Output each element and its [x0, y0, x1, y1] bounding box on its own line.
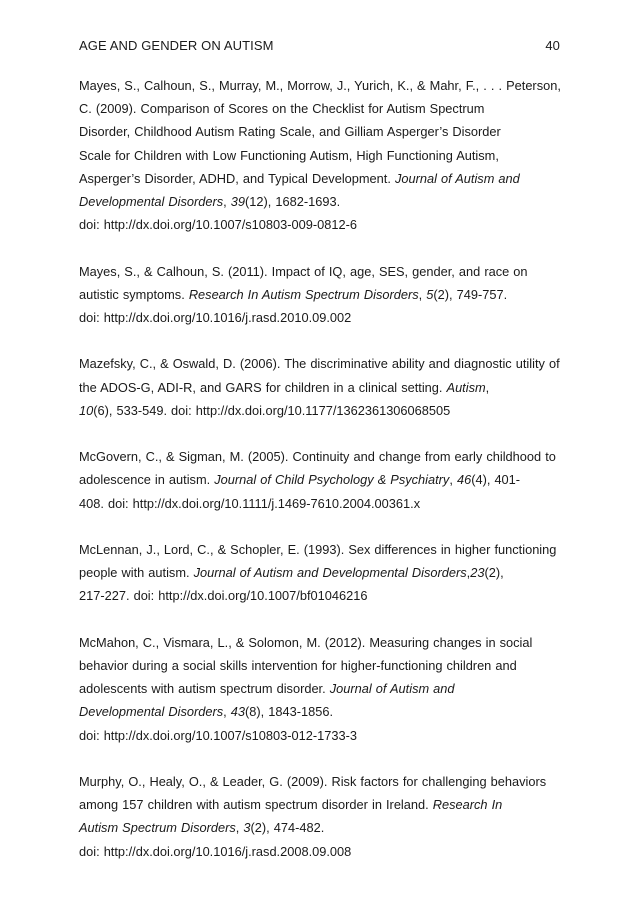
- reference-line: [79, 561, 561, 584]
- reference-text: McGovern, C., & Sigman, M. (2005). Continuity and change from early childhood to: [79, 449, 556, 465]
- reference-text: 217-227. doi: http://dx.doi.org/10.1007/bf01046216: [79, 588, 368, 604]
- reference-entry: [79, 631, 561, 747]
- reference-line: [79, 724, 561, 747]
- reference-text: ,: [223, 704, 231, 720]
- reference-text: ,: [418, 286, 427, 302]
- reference-italic-text: 3: [243, 820, 251, 836]
- reference-line: [79, 213, 561, 236]
- reference-line: [79, 584, 561, 607]
- reference-italic-text: 43: [230, 704, 246, 720]
- reference-text: doi: http://dx.doi.org/10.1007/s10803-012-1733-3: [79, 727, 357, 743]
- reference-italic-text: Journal of Child Psychology & Psychiatry: [214, 472, 450, 488]
- reference-text: (2), 749-757.: [433, 286, 508, 302]
- reference-text: doi: http://dx.doi.org/10.1007/s10803-009-0812-6: [79, 217, 357, 233]
- running-head-title: AGE AND GENDER ON AUTISM: [79, 38, 274, 53]
- reference-text: Scale for Children with Low Functioning Autism, High Functioning Autism,: [79, 147, 499, 163]
- reference-line: [79, 144, 561, 167]
- reference-list: [79, 74, 561, 886]
- reference-text: doi: http://dx.doi.org/10.1016/j.rasd.2010.09.002: [79, 310, 352, 326]
- reference-text: among 157 children with autism spectrum disorder in Ireland.: [79, 797, 433, 813]
- reference-line: [79, 538, 561, 561]
- reference-text: Disorder, Childhood Autism Rating Scale, and Gilliam Asperger’s Disorder: [79, 124, 501, 140]
- page-number: 40: [545, 38, 560, 53]
- reference-text: the ADOS-G, ADI-R, and GARS for children in a clinical setting.: [79, 379, 447, 395]
- reference-line: [79, 399, 561, 422]
- reference-text: autistic symptoms.: [79, 286, 189, 302]
- reference-line: [79, 840, 561, 863]
- reference-line: [79, 376, 561, 399]
- reference-text: McMahon, C., Vismara, L., & Solomon, M. (2012). Measuring changes in social: [79, 634, 533, 650]
- reference-line: [79, 445, 561, 468]
- reference-text: (6), 533-549. doi: http://dx.doi.org/10.1177/1362361306068505: [93, 402, 451, 418]
- reference-italic-text: 23: [470, 565, 485, 581]
- reference-line: [79, 167, 561, 190]
- reference-text: ,: [235, 820, 244, 836]
- reference-line: [79, 74, 561, 97]
- reference-italic-text: Journal of Autism and Developmental Disorders: [193, 565, 467, 581]
- reference-line: [79, 352, 561, 375]
- reference-text: Murphy, O., Healy, O., & Leader, G. (2009). Risk factors for challenging behaviors: [79, 774, 547, 789]
- running-head: [79, 36, 560, 56]
- reference-line: [79, 97, 561, 120]
- reference-text: adolescents with autism spectrum disorder.: [79, 681, 330, 697]
- reference-line: [79, 700, 561, 723]
- reference-italic-text: Developmental Disorders: [79, 194, 224, 210]
- reference-text: (2),: [484, 565, 504, 581]
- reference-line: [79, 654, 561, 677]
- reference-text: (4), 401-: [471, 472, 521, 488]
- reference-italic-text: Journal of Autism and: [394, 170, 520, 186]
- reference-text: 408. doi: http://dx.doi.org/10.1111/j.1469-7610.2004.00361.x: [79, 495, 421, 511]
- reference-entry: [79, 352, 561, 422]
- reference-line: [79, 492, 561, 515]
- reference-italic-text: Journal of Autism and: [329, 681, 455, 697]
- reference-text: Mayes, S., Calhoun, S., Murray, M., Morrow, J., Yurich, K., & Mahr, F., . . . Peterson,: [79, 78, 561, 93]
- reference-text: Mayes, S., & Calhoun, S. (2011). Impact of IQ, age, SES, gender, and race on: [79, 263, 528, 279]
- reference-italic-text: Research In: [432, 797, 503, 813]
- reference-italic-text: Research In Autism Spectrum Disorders: [188, 286, 419, 302]
- reference-text: ,: [485, 379, 490, 395]
- reference-text: behavior during a social skills intervention for higher-functioning children and: [79, 658, 517, 673]
- reference-text: McLennan, J., Lord, C., & Schopler, E. (1993). Sex differences in higher functioning: [79, 542, 557, 557]
- reference-line: [79, 770, 561, 793]
- reference-entry: [79, 538, 561, 608]
- reference-text: doi: http://dx.doi.org/10.1016/j.rasd.2008.09.008: [79, 843, 352, 859]
- reference-entry: [79, 74, 561, 236]
- reference-text: Asperger’s Disorder, ADHD, and Typical Development.: [79, 170, 395, 186]
- reference-line: [79, 677, 561, 700]
- reference-italic-text: 5: [426, 286, 434, 302]
- reference-italic-text: 10: [79, 402, 94, 418]
- reference-line: [79, 468, 561, 491]
- reference-entry: [79, 770, 561, 863]
- reference-text: Mazefsky, C., & Oswald, D. (2006). The discriminative ability and diagnostic utility of: [79, 356, 560, 372]
- reference-text: (2), 474-482.: [250, 820, 325, 836]
- reference-italic-text: Autism: [446, 379, 486, 395]
- reference-line: [79, 306, 561, 329]
- reference-line: [79, 283, 561, 306]
- reference-line: [79, 793, 561, 816]
- reference-line: [79, 816, 561, 839]
- reference-text: ,: [466, 565, 471, 581]
- reference-line: [79, 120, 561, 143]
- reference-text: (12), 1682-1693.: [245, 194, 341, 210]
- reference-italic-text: Autism Spectrum Disorders: [79, 820, 236, 836]
- reference-text: adolescence in autism.: [79, 472, 215, 488]
- reference-line: [79, 631, 561, 654]
- reference-line: [79, 190, 561, 213]
- reference-italic-text: Developmental Disorders: [79, 704, 224, 720]
- reference-text: ,: [449, 472, 457, 488]
- reference-line: [79, 260, 561, 283]
- reference-entry: [79, 445, 561, 515]
- reference-italic-text: 39: [230, 194, 246, 210]
- reference-italic-text: 46: [456, 472, 472, 488]
- reference-entry: [79, 260, 561, 330]
- reference-text: (8), 1843-1856.: [245, 704, 334, 720]
- reference-text: C. (2009). Comparison of Scores on the Checklist for Autism Spectrum: [79, 101, 485, 117]
- reference-text: ,: [223, 194, 231, 210]
- reference-text: people with autism.: [79, 565, 194, 581]
